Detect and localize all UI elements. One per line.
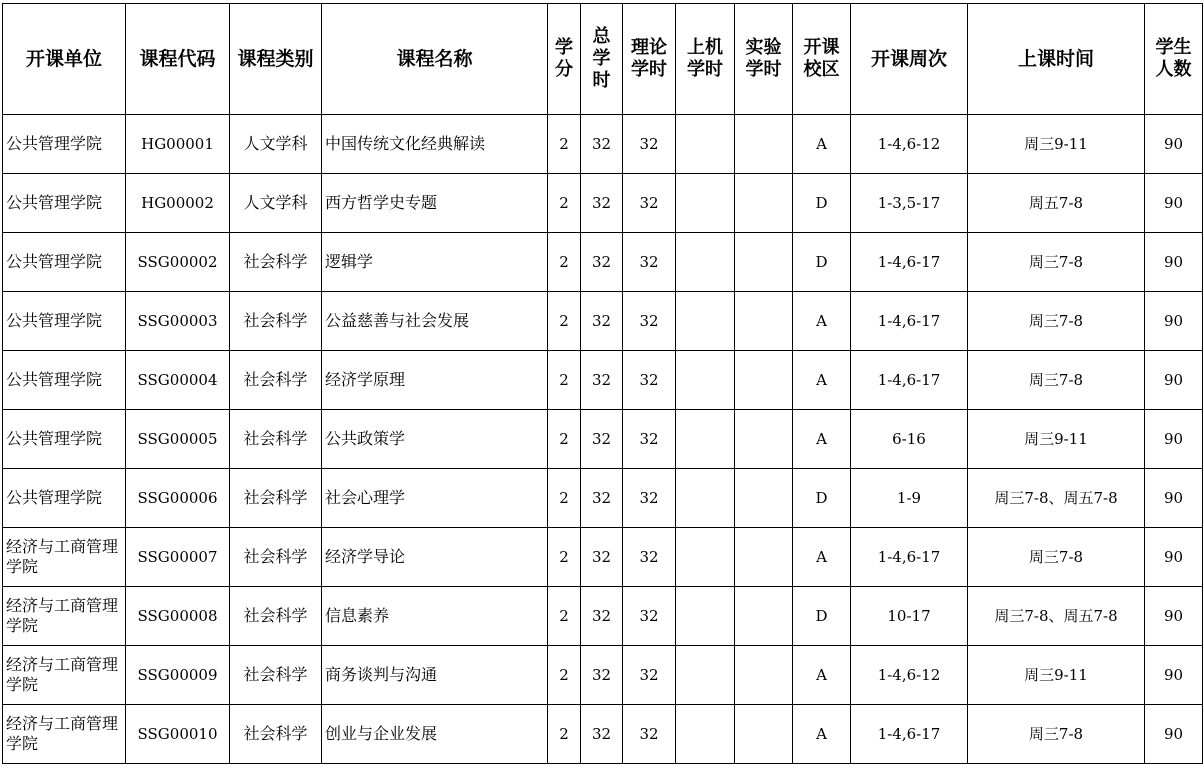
cell-code: SSG00002 (126, 233, 230, 292)
cell-weeks: 10-17 (851, 587, 968, 646)
cell-total-hours: 32 (581, 174, 623, 233)
cell-weeks: 1-4,6-12 (851, 115, 968, 174)
header-campus: 开课校区 (793, 4, 851, 115)
cell-theory-hours: 32 (623, 587, 676, 646)
cell-credit: 2 (548, 233, 581, 292)
cell-computer-hours (676, 351, 735, 410)
cell-name: 公共政策学 (322, 410, 548, 469)
cell-campus: A (793, 528, 851, 587)
cell-theory-hours: 32 (623, 292, 676, 351)
cell-time: 周三7-8 (968, 233, 1145, 292)
cell-code: SSG00006 (126, 469, 230, 528)
course-schedule-table (2, 3, 1203, 764)
cell-unit: 公共管理学院 (3, 233, 126, 292)
cell-time: 周三7-8 (968, 528, 1145, 587)
cell-category: 社会科学 (230, 292, 322, 351)
header-category: 课程类别 (230, 4, 322, 115)
cell-campus: A (793, 410, 851, 469)
table-row (3, 528, 1203, 587)
cell-category: 社会科学 (230, 410, 322, 469)
cell-total-hours: 32 (581, 646, 623, 705)
header-weeks: 开课周次 (851, 4, 968, 115)
cell-code: HG00001 (126, 115, 230, 174)
table-row (3, 351, 1203, 410)
cell-students: 90 (1145, 233, 1203, 292)
cell-theory-hours: 32 (623, 646, 676, 705)
table-row (3, 705, 1203, 764)
table-row (3, 174, 1203, 233)
cell-students: 90 (1145, 115, 1203, 174)
cell-students: 90 (1145, 410, 1203, 469)
cell-code: SSG00010 (126, 705, 230, 764)
cell-lab-hours (735, 646, 793, 705)
cell-credit: 2 (548, 115, 581, 174)
header-lab-hours: 实验学时 (735, 4, 793, 115)
cell-code: HG00002 (126, 174, 230, 233)
cell-time: 周三7-8 (968, 292, 1145, 351)
cell-students: 90 (1145, 646, 1203, 705)
cell-lab-hours (735, 705, 793, 764)
cell-name: 商务谈判与沟通 (322, 646, 548, 705)
header-unit: 开课单位 (3, 4, 126, 115)
cell-weeks: 1-9 (851, 469, 968, 528)
cell-name: 经济学导论 (322, 528, 548, 587)
cell-time: 周三9-11 (968, 115, 1145, 174)
cell-total-hours: 32 (581, 115, 623, 174)
header-students: 学生人数 (1145, 4, 1203, 115)
cell-time: 周三7-8、周五7-8 (968, 469, 1145, 528)
cell-students: 90 (1145, 705, 1203, 764)
cell-unit: 公共管理学院 (3, 351, 126, 410)
cell-total-hours: 32 (581, 410, 623, 469)
cell-credit: 2 (548, 469, 581, 528)
cell-computer-hours (676, 115, 735, 174)
cell-theory-hours: 32 (623, 351, 676, 410)
table-row (3, 115, 1203, 174)
cell-lab-hours (735, 292, 793, 351)
cell-lab-hours (735, 469, 793, 528)
table-row (3, 646, 1203, 705)
cell-credit: 2 (548, 174, 581, 233)
header-name: 课程名称 (322, 4, 548, 115)
cell-name: 公益慈善与社会发展 (322, 292, 548, 351)
cell-students: 90 (1145, 351, 1203, 410)
cell-campus: D (793, 587, 851, 646)
cell-campus: A (793, 705, 851, 764)
cell-total-hours: 32 (581, 351, 623, 410)
cell-theory-hours: 32 (623, 528, 676, 587)
cell-lab-hours (735, 528, 793, 587)
cell-unit: 经济与工商管理学院 (3, 646, 126, 705)
cell-code: SSG00003 (126, 292, 230, 351)
cell-campus: D (793, 233, 851, 292)
cell-credit: 2 (548, 528, 581, 587)
table-row (3, 292, 1203, 351)
table-row (3, 233, 1203, 292)
cell-unit: 经济与工商管理学院 (3, 705, 126, 764)
cell-name: 中国传统文化经典解读 (322, 115, 548, 174)
cell-lab-hours (735, 410, 793, 469)
cell-total-hours: 32 (581, 469, 623, 528)
cell-category: 社会科学 (230, 528, 322, 587)
header-time: 上课时间 (968, 4, 1145, 115)
cell-time: 周三9-11 (968, 410, 1145, 469)
cell-campus: D (793, 174, 851, 233)
cell-students: 90 (1145, 587, 1203, 646)
cell-weeks: 1-3,5-17 (851, 174, 968, 233)
cell-theory-hours: 32 (623, 233, 676, 292)
cell-theory-hours: 32 (623, 115, 676, 174)
cell-category: 社会科学 (230, 351, 322, 410)
cell-lab-hours (735, 233, 793, 292)
cell-unit: 经济与工商管理学院 (3, 587, 126, 646)
cell-time: 周三7-8、周五7-8 (968, 587, 1145, 646)
cell-credit: 2 (548, 292, 581, 351)
cell-unit: 公共管理学院 (3, 410, 126, 469)
cell-theory-hours: 32 (623, 705, 676, 764)
cell-computer-hours (676, 410, 735, 469)
cell-code: SSG00007 (126, 528, 230, 587)
cell-lab-hours (735, 351, 793, 410)
cell-time: 周三9-11 (968, 646, 1145, 705)
cell-lab-hours (735, 587, 793, 646)
cell-campus: A (793, 646, 851, 705)
header-computer-hours: 上机学时 (676, 4, 735, 115)
cell-campus: A (793, 292, 851, 351)
cell-computer-hours (676, 174, 735, 233)
cell-lab-hours (735, 174, 793, 233)
cell-credit: 2 (548, 351, 581, 410)
cell-students: 90 (1145, 292, 1203, 351)
cell-campus: D (793, 469, 851, 528)
cell-computer-hours (676, 646, 735, 705)
cell-category: 人文学科 (230, 174, 322, 233)
cell-code: SSG00004 (126, 351, 230, 410)
cell-category: 社会科学 (230, 646, 322, 705)
cell-time: 周三7-8 (968, 705, 1145, 764)
header-credit: 学分 (548, 4, 581, 115)
cell-students: 90 (1145, 528, 1203, 587)
cell-total-hours: 32 (581, 233, 623, 292)
header-theory-hours: 理论学时 (623, 4, 676, 115)
cell-students: 90 (1145, 469, 1203, 528)
cell-unit: 经济与工商管理学院 (3, 528, 126, 587)
cell-category: 社会科学 (230, 587, 322, 646)
cell-weeks: 1-4,6-17 (851, 351, 968, 410)
cell-computer-hours (676, 587, 735, 646)
cell-name: 创业与企业发展 (322, 705, 548, 764)
cell-campus: A (793, 115, 851, 174)
cell-computer-hours (676, 233, 735, 292)
cell-code: SSG00009 (126, 646, 230, 705)
cell-theory-hours: 32 (623, 174, 676, 233)
table-row (3, 587, 1203, 646)
cell-credit: 2 (548, 410, 581, 469)
cell-category: 社会科学 (230, 469, 322, 528)
cell-category: 社会科学 (230, 705, 322, 764)
table-row (3, 469, 1203, 528)
cell-theory-hours: 32 (623, 410, 676, 469)
cell-credit: 2 (548, 587, 581, 646)
cell-weeks: 6-16 (851, 410, 968, 469)
table-row (3, 410, 1203, 469)
cell-unit: 公共管理学院 (3, 469, 126, 528)
cell-total-hours: 32 (581, 705, 623, 764)
cell-total-hours: 32 (581, 587, 623, 646)
cell-unit: 公共管理学院 (3, 174, 126, 233)
cell-time: 周五7-8 (968, 174, 1145, 233)
header-total-hours: 总学时 (581, 4, 623, 115)
header-code: 课程代码 (126, 4, 230, 115)
cell-name: 信息素养 (322, 587, 548, 646)
cell-computer-hours (676, 528, 735, 587)
header-row (3, 4, 1203, 115)
cell-category: 社会科学 (230, 233, 322, 292)
cell-unit: 公共管理学院 (3, 115, 126, 174)
cell-name: 西方哲学史专题 (322, 174, 548, 233)
cell-computer-hours (676, 292, 735, 351)
cell-computer-hours (676, 469, 735, 528)
cell-code: SSG00008 (126, 587, 230, 646)
cell-category: 人文学科 (230, 115, 322, 174)
cell-time: 周三7-8 (968, 351, 1145, 410)
cell-credit: 2 (548, 705, 581, 764)
cell-name: 逻辑学 (322, 233, 548, 292)
cell-theory-hours: 32 (623, 469, 676, 528)
cell-weeks: 1-4,6-17 (851, 292, 968, 351)
cell-code: SSG00005 (126, 410, 230, 469)
cell-weeks: 1-4,6-17 (851, 705, 968, 764)
cell-weeks: 1-4,6-12 (851, 646, 968, 705)
cell-lab-hours (735, 115, 793, 174)
cell-campus: A (793, 351, 851, 410)
cell-students: 90 (1145, 174, 1203, 233)
cell-unit: 公共管理学院 (3, 292, 126, 351)
cell-total-hours: 32 (581, 528, 623, 587)
cell-name: 社会心理学 (322, 469, 548, 528)
cell-name: 经济学原理 (322, 351, 548, 410)
cell-credit: 2 (548, 646, 581, 705)
cell-total-hours: 32 (581, 292, 623, 351)
cell-weeks: 1-4,6-17 (851, 528, 968, 587)
cell-computer-hours (676, 705, 735, 764)
cell-weeks: 1-4,6-17 (851, 233, 968, 292)
